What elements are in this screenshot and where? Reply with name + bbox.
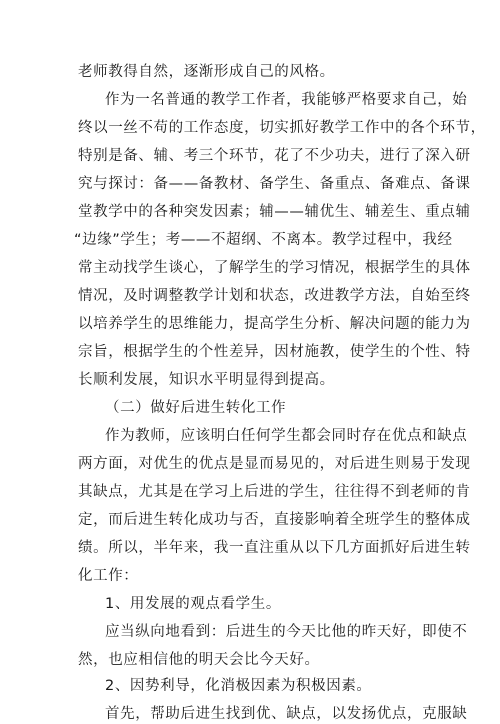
section-heading: （二）做好后进生转化工作 bbox=[105, 400, 287, 416]
text-line: 特别是备、辅、考三个环节，花了不少功夫，进行了深入研 bbox=[78, 148, 471, 164]
numbered-point: 2、因势利导，化消极因素为积极因素。 bbox=[105, 678, 372, 694]
text-line: 常主动找学生谈心，了解学生的学习情况，根据学生的具体 bbox=[78, 260, 471, 276]
text-line: 情况，及时调整教学计划和状态，改进教学方法，自始至终 bbox=[78, 288, 471, 304]
numbered-point: 1、用发展的观点看学生。 bbox=[105, 596, 281, 612]
paragraph-first-line: 应当纵向地看到：后进生的今天比他的昨天好，即使不 bbox=[105, 624, 468, 640]
paragraph-first-line: 作为教师，应该明白任何学生都会同时存在优点和缺点 bbox=[105, 428, 468, 444]
text-line: 宗旨，根据学生的个性差异，因材施教，使学生的个性、特 bbox=[78, 344, 471, 360]
text-line: 然，也应相信他的明天会比今天好。 bbox=[78, 652, 320, 668]
text-line: “边缘”学生；考——不超纲、不离本。教学过程中，我经 bbox=[74, 232, 453, 248]
text-line: 长顺利发展，知识水平明显得到提高。 bbox=[78, 372, 335, 388]
paragraph-first-line: 作为一名普通的教学工作者，我能够严格要求自己，始 bbox=[105, 92, 468, 108]
paragraph-first-line: 首先，帮助后进生找到优、缺点，以发扬优点，克服缺 bbox=[105, 706, 468, 722]
text-line: 终以一丝不苟的工作态度，切实抓好教学工作中的各个环节， bbox=[78, 120, 486, 136]
text-line: 老师教得自然，逐渐形成自己的风格。 bbox=[78, 64, 335, 80]
text-line: 究与探讨：备——备教材、备学生、备重点、备难点、备课 bbox=[78, 176, 471, 192]
text-line: 绩。所以，半年来，我一直注重从以下几方面抓好后进生转 bbox=[78, 540, 471, 556]
text-line: 堂教学中的各种突发因素；辅——辅优生、辅差生、重点辅 bbox=[78, 204, 471, 220]
text-line: 两方面，对优生的优点是显而易见的，对后进生则易于发现 bbox=[78, 456, 471, 472]
text-line: 其缺点，尤其是在学习上后进的学生，往往得不到老师的肯 bbox=[78, 484, 471, 500]
text-line: 以培养学生的思维能力，提高学生分析、解决问题的能力为 bbox=[78, 316, 471, 332]
text-line: 定，而后进生转化成功与否，直接影响着全班学生的整体成 bbox=[78, 512, 471, 528]
text-line: 化工作： bbox=[78, 568, 139, 584]
